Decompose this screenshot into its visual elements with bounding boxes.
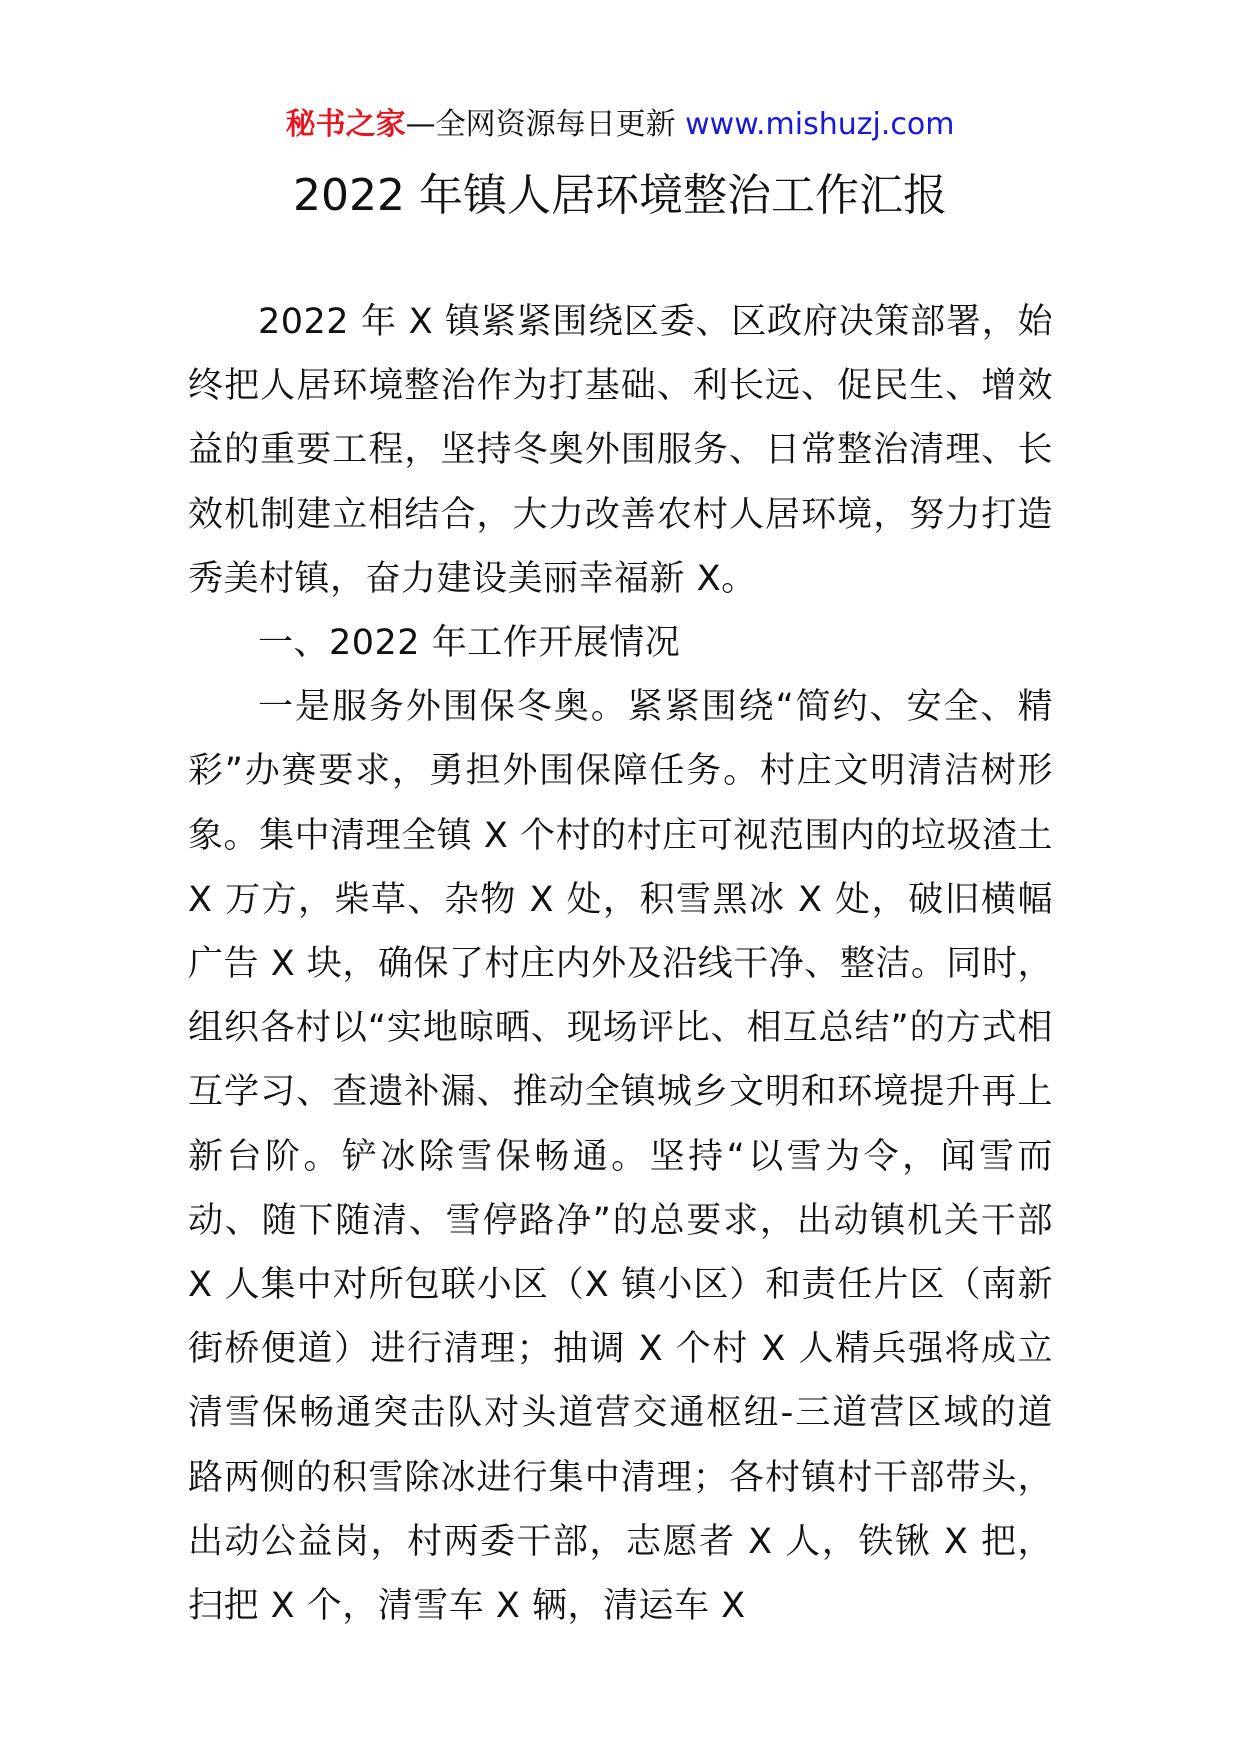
body-paragraph: 一是服务外围保冬奥。紧紧围绕“简约、安全、精彩”办赛要求，勇担外围保障任务。村庄文明清洁树形象。集中清理全镇 X 个村的村庄可视范围内的垃圾渣土 X 万方，柴草、杂物 X 处，积雪黑冰 X 处，破旧横幅广告 X 块，确保了村庄内外及沿线干净、整洁。同时，组织各村以“实地晾晒、现场评比、相互总结”的方式相互学习、查遗补漏、推动全镇城乡文明和环境提升再上新台阶。铲冰除雪保畅通。坚持“以雪为令，闻雪而动、随下随清、雪停路净”的总要求，出动镇机关干部 X 人集中对所包联小区（X 镇小区）和责任片区（南新街桥便道）进行清理；抽调 X 个村 X 人精兵强将成立清雪保畅通突击队对头道营交通枢纽-三道营区域的道路两侧的积雪除冰进行集中清理；各村镇村干部带头，出动公益岗，村两委干部，志愿者 X 人，铁锹 X 把，扫把 X 个，清雪车 X 辆，清运车 X xyxy=(188,687,1053,1627)
site-brand: 秘书之家 xyxy=(285,107,406,142)
site-url-link[interactable]: www.mishuzj.com xyxy=(685,107,955,142)
document-title: 2022 年镇人居环境整治工作汇报 xyxy=(293,170,947,221)
section-heading: 一、2022 年工作开展情况 xyxy=(258,623,681,664)
document-body xyxy=(188,290,1053,1638)
site-slogan: —全网资源每日更新 xyxy=(405,107,686,142)
intro-paragraph: 2022 年 X 镇紧紧围绕区委、区政府决策部署，始终把人居环境整治作为打基础、利长远、促民生、增效益的重要工程，坚持冬奥外围服务、日常整治清理、长效机制建立相结合，大力改善农村人居环境，努力打造秀美村镇，奋力建设美丽幸福新 X。 xyxy=(188,302,1053,599)
site-header xyxy=(0,103,1240,147)
